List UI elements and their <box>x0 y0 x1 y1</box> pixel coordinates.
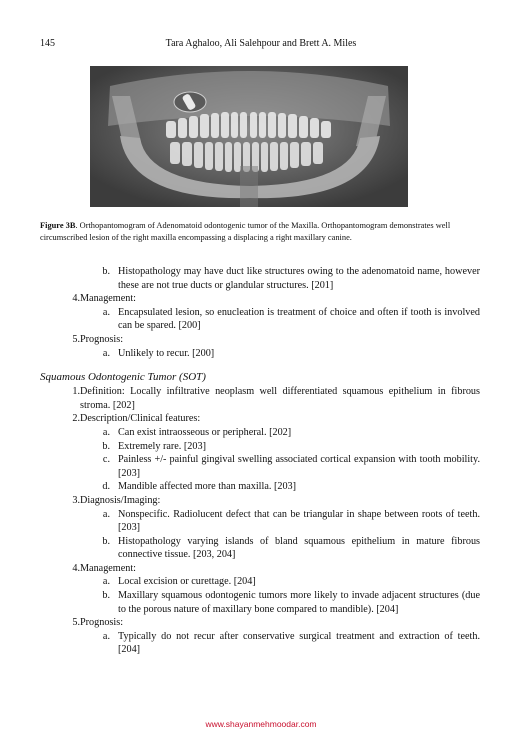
list-item <box>40 589 480 616</box>
list-number: 4. <box>72 293 80 305</box>
list-item-text: Histopathology varying islands of bland squamous epithelium in mature fibrous connective tissue. [203, 204] <box>118 535 480 561</box>
list-item-text: Description/Clinical features: <box>80 413 201 425</box>
list-item-text: Painless +/- painful gingival swelling associated cortical expansion with tooth mobility. [203] <box>118 454 480 479</box>
figure-label: Figure 3B <box>40 221 76 230</box>
list-number: 5. <box>72 617 80 629</box>
list-item-text: Typically do not recur after conservative surgical treatment and extraction of teeth. [204] <box>118 630 480 656</box>
list-item <box>40 306 480 333</box>
list-letter: a. <box>102 347 110 359</box>
list-number: 5. <box>72 333 80 345</box>
orthopantomogram-image <box>90 66 408 207</box>
list-letter: c. <box>102 454 110 466</box>
page-header <box>40 38 482 52</box>
list-item-text: Histopathology may have duct like structures owing to the adenomatoid name, however these are not true ducts or glandular structures. [201] <box>118 266 480 291</box>
list-letter: b. <box>102 590 110 602</box>
section-heading: Squamous Odontogenic Tumor (SOT) <box>40 371 206 384</box>
list-letter: d. <box>102 481 110 493</box>
list-item <box>40 616 480 630</box>
list-item-text: Management: <box>80 562 137 574</box>
list-number: 2. <box>72 413 80 425</box>
list-item-text: Encapsulated lesion, so enucleation is treatment of choice and often if tooth is involved can be spared. [200] <box>118 306 480 332</box>
list-item <box>40 347 480 361</box>
list-item <box>40 453 480 480</box>
list-item <box>40 333 480 347</box>
list-item-text: Maxillary squamous odontogenic tumors more likely to invade adjacent structures (due to the porous nature of maxillary bone compared to mandible). [204] <box>118 590 480 615</box>
footer-url[interactable] <box>0 719 522 729</box>
list-letter: a. <box>102 508 110 520</box>
list-item-text: Prognosis: <box>80 617 124 629</box>
list-number: 4. <box>72 562 80 574</box>
body-text <box>40 265 480 657</box>
list-number: 1. <box>72 386 80 398</box>
list-item-text: Mandible affected more than maxilla. [203] <box>118 481 297 493</box>
list-item <box>40 440 480 454</box>
list-item <box>40 535 480 562</box>
page-number: 145 <box>40 38 55 49</box>
list-item-text: Can exist intraosseous or peripheral. [202] <box>118 426 292 438</box>
list-letter: b. <box>102 266 110 277</box>
list-letter: b. <box>102 440 110 452</box>
list-item-text: Management: <box>80 293 137 305</box>
list-number: 3. <box>72 494 80 506</box>
list-letter: a. <box>102 306 110 318</box>
list-item-text: Nonspecific. Radiolucent defect that can be triangular in shape between roots of teeth. [203] <box>118 508 480 534</box>
list-item <box>40 426 480 440</box>
list-item <box>40 575 480 589</box>
list-item <box>40 412 480 426</box>
list-item-text: Unlikely to recur. [200] <box>118 347 215 359</box>
list-letter: a. <box>102 426 110 438</box>
figure-caption <box>40 220 480 244</box>
figure-caption-text: . Orthopantomogram of Adenomatoid odontogenic tumor of the Maxilla. Orthopantomogram demonstrates well circumscribed lesion of the right maxilla encompassing a displacing a right maxillary canine. <box>40 221 451 242</box>
list-item-text: Diagnosis/Imaging: <box>80 494 161 506</box>
list-item <box>40 562 480 576</box>
footer-url-text[interactable]: www.shayanmehmoodar.com <box>205 719 317 729</box>
list-item <box>40 508 480 535</box>
list-item <box>40 494 480 508</box>
list-letter: a. <box>102 630 110 642</box>
list-item-text: Prognosis: <box>80 333 124 345</box>
list-letter: b. <box>102 535 110 547</box>
running-head: Tara Aghaloo, Ali Salehpour and Brett A. Miles <box>165 38 357 49</box>
list-item <box>40 630 480 657</box>
list-item <box>40 480 480 494</box>
list-item-text: Extremely rare. [203] <box>118 440 206 452</box>
list-letter: a. <box>102 576 110 588</box>
list-item-text: Definition: Locally infiltrative neoplasm well differentiated squamous epithelium in fibrous stroma. [202] <box>80 386 480 411</box>
list-item <box>40 265 480 292</box>
list-item <box>40 385 480 412</box>
list-item <box>40 292 480 306</box>
list-item-text: Local excision or curettage. [204] <box>118 576 256 588</box>
